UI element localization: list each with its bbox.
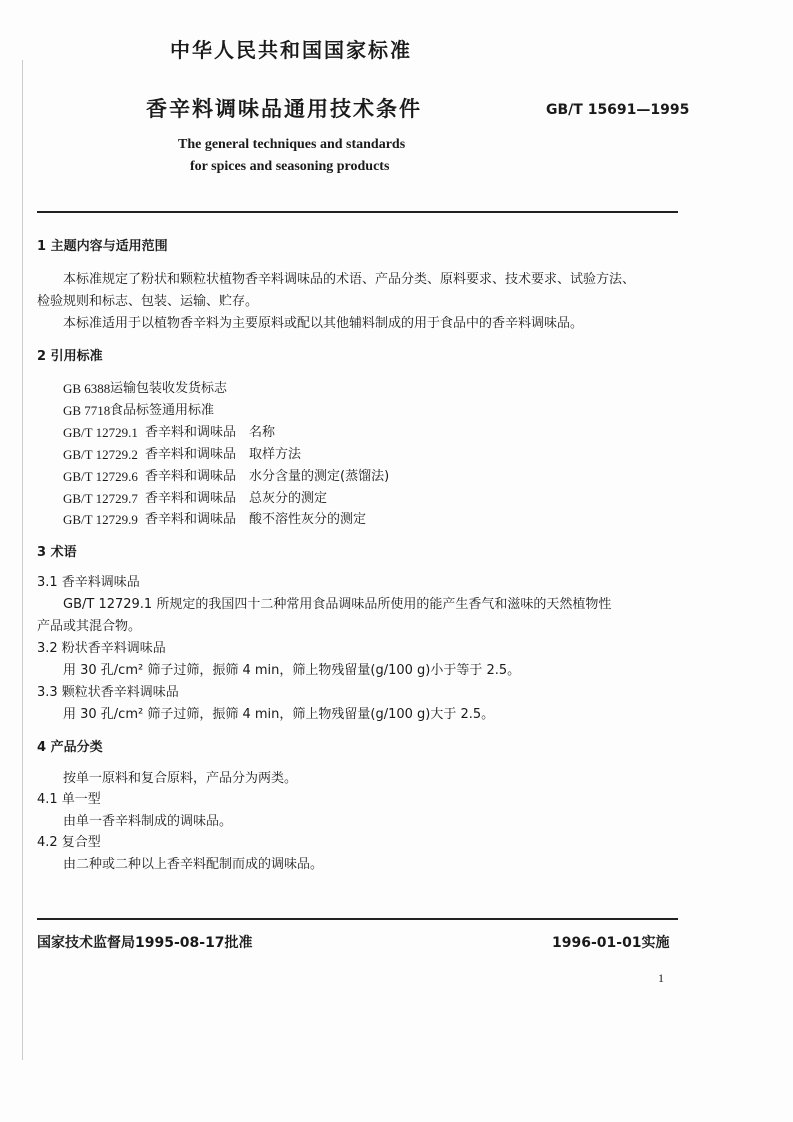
paragraph: 本标准适用于以植物香辛料为主要原料或配以其他辅料制成的用于食品中的香辛料调味品。	[63, 316, 584, 331]
ref-code: GB/T 12729.7	[63, 491, 138, 506]
section-1-heading: 1 主题内容与适用范围	[37, 239, 168, 254]
title-en-2: for spices and seasoning products	[190, 159, 390, 174]
paragraph: 用 30 孔/cm² 筛子过筛，振筛 4 min，筛上物残留量(g/100 g)大于 2.5。	[63, 707, 495, 722]
term-heading: 3.3 颗粒状香辛料调味品	[37, 685, 179, 700]
subsection-heading: 4.2 复合型	[37, 835, 101, 850]
paragraph: 由单一香辛料制成的调味品。	[63, 814, 233, 829]
scan-edge	[22, 60, 23, 1060]
subsection-heading: 4.1 单一型	[37, 792, 101, 807]
term-heading: 3.1 香辛料调味品	[37, 575, 140, 590]
paragraph: GB/T 12729.1 所规定的我国四十二种常用食品调味品所使用的能产生香气和滋味的天然植物性	[63, 597, 612, 612]
page-number: 1	[658, 971, 664, 985]
term-heading: 3.2 粉状香辛料调味品	[37, 641, 166, 656]
standard-code: GB/T 15691—1995	[546, 102, 690, 118]
paragraph: 由二种或二种以上香辛料配制而成的调味品。	[63, 857, 324, 872]
paragraph: 产品或其混合物。	[37, 619, 142, 634]
effective-date: 1996-01-01实施	[552, 935, 670, 951]
ref-title: 香辛料和调味品 酸不溶性灰分的测定	[145, 512, 367, 527]
title-cn: 香辛料调味品通用技术条件	[146, 97, 422, 121]
ref-title: 食品标签通用标准	[110, 403, 215, 418]
ref-title: 运输包装收发货标志	[110, 381, 228, 396]
paragraph: 按单一原料和复合原料，产品分为两类。	[63, 771, 298, 786]
paragraph: 用 30 孔/cm² 筛子过筛，振筛 4 min，筛上物残留量(g/100 g)小于等于 2.5。	[63, 663, 521, 678]
section-4-heading: 4 产品分类	[37, 740, 103, 755]
ref-code: GB 6388	[63, 381, 111, 396]
ref-title: 香辛料和调味品 名称	[145, 425, 276, 440]
ref-code: GB/T 12729.6	[63, 469, 138, 484]
ref-title: 香辛料和调味品 总灰分的测定	[145, 491, 328, 506]
ref-code: GB/T 12729.9	[63, 512, 138, 527]
title-en-1: The general techniques and standards	[178, 137, 406, 152]
section-2-heading: 2 引用标准	[37, 349, 103, 364]
ref-title: 香辛料和调味品 取样方法	[145, 447, 302, 462]
ref-code: GB/T 12729.2	[63, 447, 138, 462]
header-rule	[37, 211, 678, 213]
national-standard-label: 中华人民共和国国家标准	[170, 38, 412, 62]
footer-rule	[37, 918, 678, 920]
approval-date: 国家技术监督局1995-08-17批准	[37, 935, 253, 951]
paragraph: 本标准规定了粉状和颗粒状植物香辛料调味品的术语、产品分类、原料要求、技术要求、试验方法、	[63, 272, 636, 287]
ref-code: GB 7718	[63, 403, 111, 418]
paragraph: 检验规则和标志、包装、运输、贮存。	[37, 294, 259, 309]
section-3-heading: 3 术语	[37, 545, 77, 560]
ref-code: GB/T 12729.1	[63, 425, 138, 440]
ref-title: 香辛料和调味品 水分含量的测定(蒸馏法)	[145, 469, 390, 484]
